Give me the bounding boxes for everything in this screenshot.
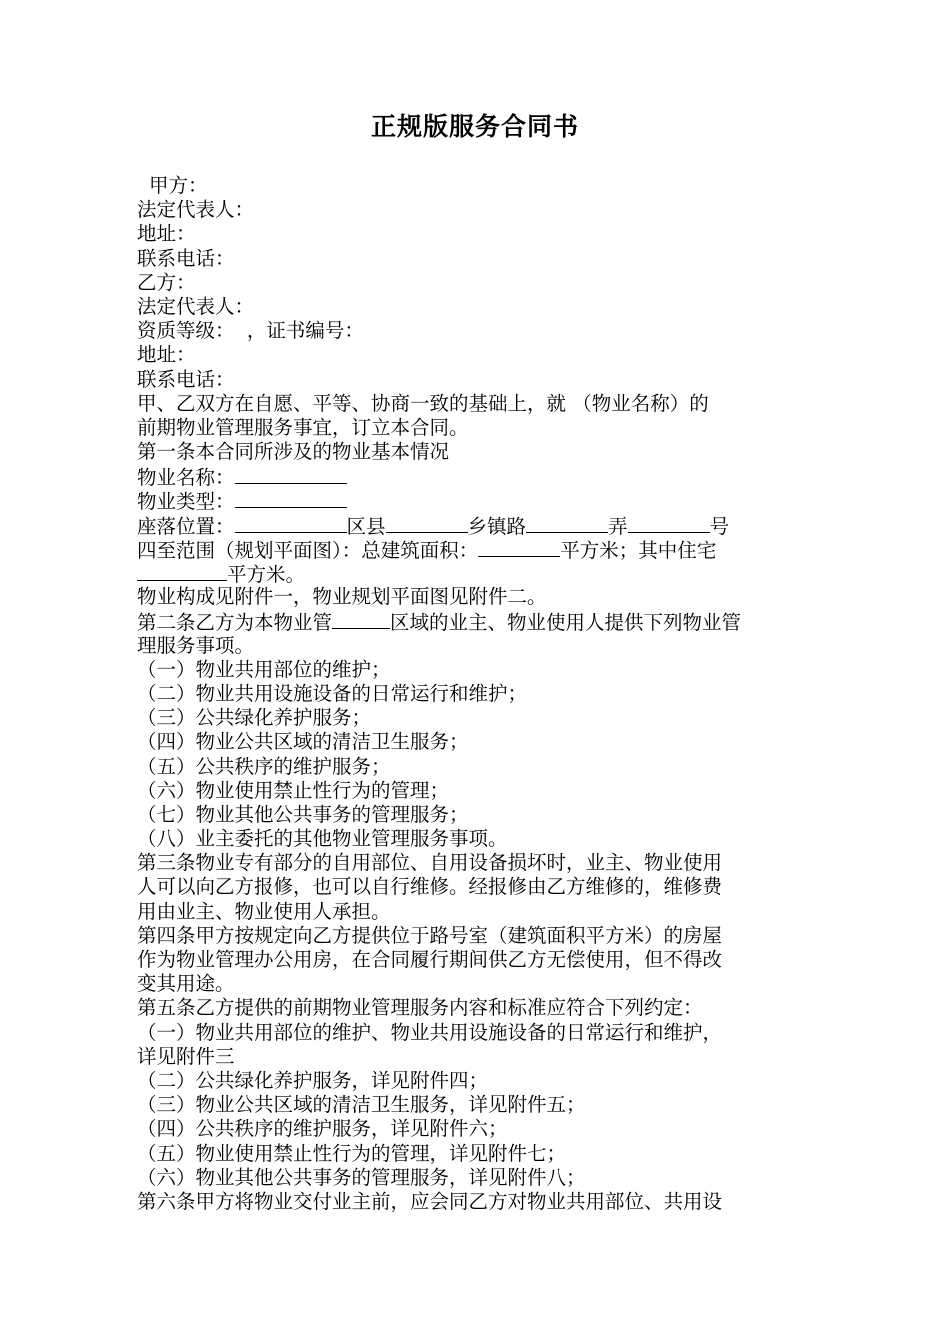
article-5-item-1-line-2: 详见附件三: [137, 1044, 235, 1068]
party-b-label: 乙方：: [137, 270, 196, 294]
party-a-label: 甲方：: [149, 174, 208, 197]
article-5-item-1-line-1: （一）物业共用部位的维护、物业共用设施设备的日常运行和维护，: [137, 1020, 723, 1044]
article-5-item: （四）公共秩序的维护服务，详见附件六；: [137, 1117, 508, 1141]
scope-line-2: [137, 561, 817, 585]
article-5-item: （五）物业使用禁止性行为的管理，详见附件七；: [137, 1141, 567, 1165]
total-area-blank: [478, 537, 560, 557]
article-5-item: （二）公共绿化养护服务，详见附件四；: [137, 1068, 489, 1092]
article-2-item: （四）物业公共区域的清洁卫生服务；: [137, 730, 469, 754]
article-2-item: （二）物业共用设施设备的日常运行和维护；: [137, 681, 528, 705]
location-label: 座落位置：: [137, 514, 235, 537]
article-2-item: （五）公共秩序的维护服务；: [137, 754, 391, 778]
location-road: 乡镇路: [467, 514, 527, 537]
article-3-line-1: 第三条物业专有部分的自用部位、自用设备损坏时，业主、物业使用: [137, 851, 723, 875]
residential-area-blank: [137, 561, 227, 581]
article-3-line-3: 用由业主、物业使用人承担。: [137, 899, 391, 923]
scope-unit-2: 平方米。: [227, 563, 306, 586]
property-name-blank: [235, 464, 347, 484]
scope-label: 四至范围（规划平面图）：总建筑面积：: [137, 538, 479, 561]
article-5-item: （三）物业公共区域的清洁卫生服务，详见附件五；: [137, 1093, 586, 1117]
property-location-line: [137, 513, 817, 537]
article-2-blank: [332, 609, 390, 629]
location-blank-4: [628, 513, 710, 533]
intro-line-1: 甲、乙双方在自愿、平等、协商一致的基础上，就 （物业名称）的: [137, 391, 709, 415]
intro-line-2: 前期物业管理服务事宜，订立本合同。: [137, 415, 469, 439]
location-number: 号: [709, 514, 730, 537]
party-b-address: 地址：: [137, 343, 196, 367]
article-2-heading-line-2: 理服务事项。: [137, 633, 255, 657]
property-type-label: 物业类型：: [137, 490, 235, 513]
document-title: 正规版服务合同书: [370, 112, 579, 141]
location-district: 区县: [346, 514, 386, 537]
article-2-item: （七）物业其他公共事务的管理服务；: [137, 802, 469, 826]
party-a-address: 地址：: [137, 222, 196, 246]
party-a-rep: 法定代表人：: [137, 198, 255, 222]
party-b-rep: 法定代表人：: [137, 294, 255, 318]
property-type-blank: [235, 488, 347, 508]
article-4-line-3: 变其用途。: [137, 972, 235, 996]
location-blank-3: [526, 513, 608, 533]
article-5-item: （六）物业其他公共事务的管理服务，详见附件八；: [137, 1165, 586, 1189]
location-blank-1: [235, 513, 347, 533]
contract-body: [137, 174, 817, 1214]
article-2-heading-pre: 第二条乙方为本物业管: [137, 611, 333, 634]
scope-line: [137, 537, 817, 561]
property-type-line: [137, 488, 817, 512]
article-4-line-1: 第四条甲方按规定向乙方提供位于路号室（建筑面积平方米）的房屋: [137, 923, 723, 947]
article-2-item: （八）业主委托的其他物业管理服务事项。: [137, 827, 508, 851]
scope-unit: 平方米；其中住宅: [560, 538, 717, 561]
property-name-label: 物业名称：: [137, 466, 235, 489]
article-5-heading: 第五条乙方提供的前期物业管理服务内容和标准应符合下列约定：: [137, 996, 703, 1020]
article-2-item: （一）物业共用部位的维护；: [137, 657, 391, 681]
party-a-phone: 联系电话：: [137, 246, 235, 270]
article-3-line-2: 人可以向乙方报修，也可以自行维修。经报修由乙方维修的，维修费: [137, 875, 723, 899]
article-6-line-1: 第六条甲方将物业交付业主前，应会同乙方对物业共用部位、共用设: [137, 1189, 723, 1213]
property-composition: 物业构成见附件一，物业规划平面图见附件二。: [137, 585, 547, 609]
party-b-qualification: 资质等级： ，证书编号：: [137, 319, 364, 343]
party-b-phone: 联系电话：: [137, 367, 235, 391]
location-blank-2: [386, 513, 468, 533]
article-2-item: （三）公共绿化养护服务；: [137, 706, 372, 730]
article-1-heading: 第一条本合同所涉及的物业基本情况: [137, 440, 450, 464]
article-2-heading: [137, 609, 817, 633]
location-lane: 弄: [608, 514, 628, 537]
property-name-line: [137, 464, 817, 488]
article-4-line-2: 作为物业管理办公用房，在合同履行期间供乙方无偿使用，但不得改: [137, 948, 723, 971]
article-2-heading-post: 区域的业主、物业使用人提供下列物业管: [390, 611, 742, 634]
article-2-item: （六）物业使用禁止性行为的管理；: [137, 778, 450, 802]
